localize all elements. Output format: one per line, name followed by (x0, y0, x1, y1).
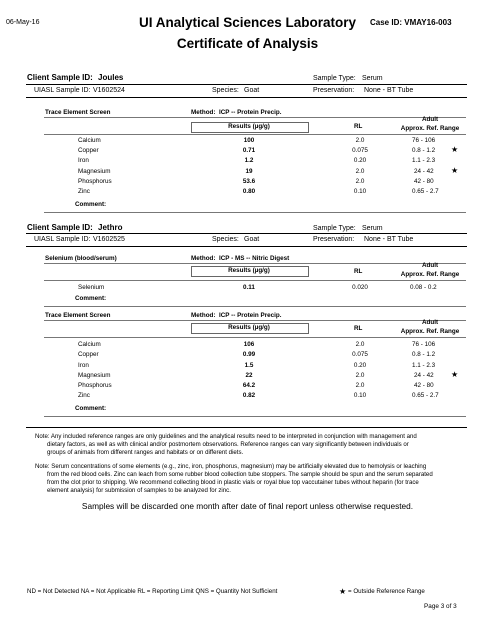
rl-value: 0.10 (353, 188, 367, 195)
note-line: groups of animals from different ranges and habitats or on different diets. (47, 449, 244, 456)
screen-name: Trace Element Screen (45, 109, 111, 116)
analyte-name: Phosphorus (78, 178, 112, 185)
rl-value: 2.0 (355, 137, 365, 144)
method-value: ICP -- Protein Precip. (219, 312, 282, 319)
adult-header: Adult (421, 262, 439, 269)
rl-header: RL (354, 325, 363, 332)
rl-value: 0.10 (353, 392, 367, 399)
uiasl-sample-id-value: V1602524 (93, 87, 125, 94)
note-line: Note: Any included reference ranges are only guidelines and the analytical results need to be interpreted in conjunction with management and (35, 433, 417, 440)
document-title: Certificate of Analysis (176, 36, 319, 51)
rl-value: 2.0 (355, 372, 365, 379)
rl-value: 2.0 (355, 168, 365, 175)
analyte-name: Phosphorus (78, 382, 112, 389)
ref-range-value: 0.8 - 1.2 (412, 147, 436, 154)
ref-range-header: Approx. Ref. Range (400, 328, 460, 335)
result-value: 19 (245, 168, 253, 175)
client-sample-id-label: Client Sample ID: (27, 73, 93, 82)
client-sample-id-value: Joules (98, 73, 124, 82)
divider (44, 337, 466, 338)
species-value: Goat (244, 236, 260, 243)
comment-label: Comment: (75, 201, 107, 208)
method-value: ICP -- Protein Precip. (219, 109, 282, 116)
out-of-range-star-icon: ★ (451, 166, 459, 175)
uiasl-sample-id-label: UIASL Sample ID: (34, 236, 91, 243)
preservation-label: Preservation: (313, 87, 355, 94)
divider (44, 280, 466, 281)
sample-type-value: Serum (362, 75, 383, 82)
analyte-name: Selenium (78, 284, 105, 291)
lab-name: UI Analytical Sciences Laboratory (138, 15, 357, 30)
ref-range-value: 24 - 42 (414, 168, 434, 175)
ref-range-value: 1.1 - 2.3 (412, 157, 436, 164)
note-line: element analysis) for submission of samples to be analyzed for zinc. (47, 487, 231, 494)
sample-type-value: Serum (362, 225, 383, 232)
case-id: Case ID: VMAY16-003 (370, 18, 452, 27)
analyte-name: Magnesium (78, 168, 111, 175)
abbreviation-legend: ND = Not Detected NA = Not Applicable RL = Reporting Limit QNS = Quantity Not Sufficient (27, 588, 278, 595)
result-value: 0.11 (243, 284, 255, 291)
analyte-name: Copper (78, 147, 99, 154)
rl-value: 0.020 (352, 284, 368, 291)
star-icon: ★ (339, 587, 347, 596)
ref-range-value: 1.1 - 2.3 (412, 362, 436, 369)
analyte-name: Iron (78, 157, 89, 164)
rl-value: 0.20 (353, 362, 367, 369)
method-label: Method: (191, 312, 216, 319)
results-header: Results (µg/g) (228, 267, 270, 274)
divider (44, 416, 466, 417)
ref-range-value: 0.08 - 0.2 (410, 284, 437, 291)
analyte-name: Copper (78, 351, 99, 358)
divider (26, 97, 467, 98)
divider (26, 427, 467, 428)
preservation-value: None - BT Tube (364, 236, 414, 243)
ref-range-header: Approx. Ref. Range (400, 271, 460, 278)
ref-range-value: 42 - 80 (414, 178, 434, 185)
method-label: Method: (191, 109, 216, 116)
results-header: Results (µg/g) (228, 123, 270, 130)
note-line: from the red blood cells. Zinc can leach from some rubber blood collection tube stoppers. The sample should be spun and the serum separated (47, 471, 433, 478)
divider (26, 84, 467, 85)
uiasl-sample-id-label: UIASL Sample ID: (34, 87, 91, 94)
client-sample-id-label: Client Sample ID: (27, 223, 93, 232)
preservation-label: Preservation: (313, 236, 355, 243)
adult-header: Adult (421, 116, 439, 123)
rl-value: 2.0 (355, 178, 365, 185)
ref-range-value: 42 - 80 (414, 382, 434, 389)
rl-value: 2.0 (355, 341, 365, 348)
rl-value: 2.0 (355, 382, 365, 389)
result-value: 22 (245, 372, 253, 379)
page-number: Page 3 of 3 (424, 603, 457, 610)
out-of-range-star-icon: ★ (451, 370, 459, 379)
analyte-name: Iron (78, 362, 89, 369)
ref-range-value: 0.65 - 2.7 (412, 188, 439, 195)
ref-range-value: 0.8 - 1.2 (412, 351, 436, 358)
result-value: 64.2 (242, 382, 256, 389)
ref-range-header: Approx. Ref. Range (400, 125, 460, 132)
divider (26, 246, 467, 247)
analyte-name: Magnesium (78, 372, 111, 379)
species-label: Species: (212, 236, 239, 243)
rl-value: 0.075 (352, 351, 368, 358)
method-label: Method: (191, 255, 216, 262)
out-of-range-star-icon: ★ (451, 145, 459, 154)
uiasl-sample-id-value: V1602525 (93, 236, 125, 243)
divider (44, 306, 466, 307)
comment-label: Comment: (75, 405, 107, 412)
result-value: 100 (243, 137, 255, 144)
rl-header: RL (354, 268, 363, 275)
result-value: 0.71 (242, 147, 256, 154)
analyte-name: Zinc (78, 392, 90, 399)
divider (44, 212, 466, 213)
analyte-name: Calcium (78, 137, 101, 144)
outside-range-legend: = Outside Reference Range (348, 588, 425, 595)
sample-type-label: Sample Type: (313, 225, 356, 232)
adult-header: Adult (421, 319, 439, 326)
discard-notice: Samples will be discarded one month after date of final report unless otherwise requested. (81, 501, 414, 511)
note-line: dietary factors, as well as with clinical and/or postmortem observations. Reference ranges can vary significantly between individuals or (47, 441, 409, 448)
divider (44, 134, 466, 135)
rl-header: RL (354, 123, 363, 130)
result-value: 0.82 (242, 392, 256, 399)
report-date: 06-May-16 (6, 19, 40, 26)
result-value: 1.2 (244, 157, 254, 164)
species-value: Goat (244, 87, 260, 94)
rl-value: 0.20 (353, 157, 367, 164)
screen-name: Selenium (blood/serum) (45, 255, 117, 262)
analyte-name: Zinc (78, 188, 90, 195)
note-line: Note: Serum concentrations of some elements (e.g., zinc, iron, phosphorus, magnesium) may be artificially elevated due to hemolysis or leaching (35, 463, 427, 470)
method-value: ICP - MS -- Nitric Digest (219, 255, 290, 262)
species-label: Species: (212, 87, 239, 94)
screen-name: Trace Element Screen (45, 312, 111, 319)
client-sample-id-value: Jethro (98, 223, 123, 232)
result-value: 1.5 (244, 362, 254, 369)
ref-range-value: 24 - 42 (414, 372, 434, 379)
analyte-name: Calcium (78, 341, 101, 348)
result-value: 106 (243, 341, 255, 348)
comment-label: Comment: (75, 295, 107, 302)
result-value: 53.6 (242, 178, 256, 185)
ref-range-value: 76 - 106 (412, 341, 436, 348)
ref-range-value: 0.65 - 2.7 (412, 392, 439, 399)
result-value: 0.99 (242, 351, 256, 358)
preservation-value: None - BT Tube (364, 87, 414, 94)
note-line: from the clot prior to shipping. We recommend collecting blood in plastic vials or royal blue top vaccutainer tubes without heparin (for trace (47, 479, 419, 486)
rl-value: 0.075 (352, 147, 368, 154)
results-header: Results (µg/g) (228, 324, 270, 331)
ref-range-value: 76 - 106 (412, 137, 436, 144)
divider (26, 233, 467, 234)
sample-type-label: Sample Type: (313, 75, 356, 82)
result-value: 0.80 (242, 188, 256, 195)
